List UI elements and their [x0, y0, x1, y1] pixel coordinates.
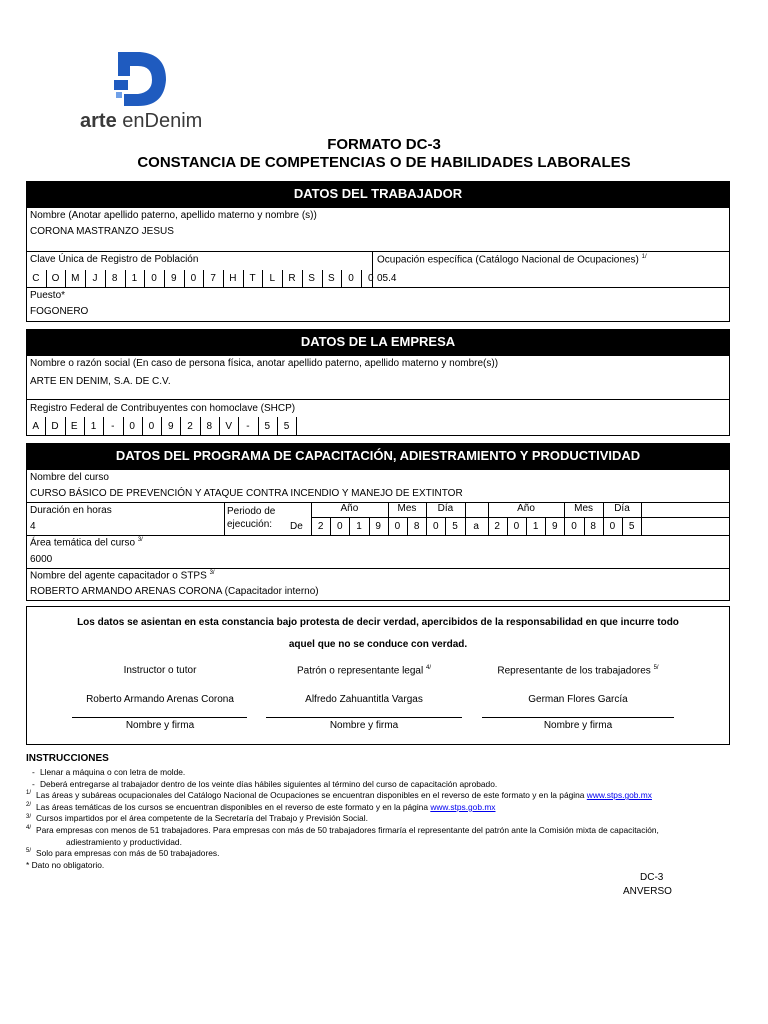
- curp-label: Clave Única de Registro de Población: [30, 254, 199, 265]
- puesto-label: Puesto*: [30, 290, 66, 301]
- rfc-char: -: [246, 421, 250, 432]
- rfc-char: A: [32, 421, 39, 432]
- company-logo: [80, 50, 220, 134]
- inicio-mes-label: Mes: [397, 503, 417, 514]
- inicio-mes-digit: 0: [394, 521, 401, 532]
- instruccion-text: Solo para empresas con más de 50 trabajadores.: [36, 848, 220, 859]
- instruccion-line: [26, 813, 368, 823]
- page-title: CONSTANCIA DE COMPETENCIAS O DE HABILIDADES LABORALES: [137, 154, 631, 171]
- instruccion-line: [26, 848, 219, 858]
- ocupacion-value: 05.4: [377, 273, 397, 284]
- fin-mes-digit: 0: [571, 521, 577, 532]
- fin-anio-digit: 2: [494, 521, 500, 532]
- logo-mark-icon: [110, 50, 170, 108]
- instruccion-text: Deberá entregarse al trabajador dentro de los veinte días hábiles siguientes al término del curso de capacitación aprobado.: [40, 778, 498, 789]
- instruccion-line: [32, 767, 185, 777]
- curp-char: 7: [210, 273, 216, 284]
- curp-char: T: [249, 273, 256, 284]
- inicio-dia-digit: 0: [433, 521, 439, 532]
- instrucciones-title: INSTRUCCIONES: [26, 753, 109, 764]
- curp-char: 9: [170, 273, 177, 284]
- declaracion-line-1: Los datos se asientan en esta constancia bajo protesta de decir verdad, apercibidos de la responsabilidad en que incurre todo: [77, 617, 679, 628]
- rfc-char: 5: [264, 421, 271, 432]
- curso-value: CURSO BÁSICO DE PREVENCIÓN Y ATAQUE CONTRA INCENDIO Y MANEJO DE EXTINTOR: [30, 488, 463, 499]
- footer-code: DC-3: [640, 872, 664, 883]
- inicio-anio-digit: 9: [375, 521, 381, 532]
- rfc-char: D: [51, 421, 59, 432]
- inicio-mes-digit: 8: [413, 521, 420, 532]
- section-header-trabajador: DATOS DEL TRABAJADOR: [26, 181, 730, 207]
- logo-wordmark: arte enDenim: [80, 110, 203, 132]
- curp-char: R: [288, 273, 296, 284]
- nombre-trabajador-label: Nombre (Anotar apellido paterno, apellido materno y nombre (s)): [30, 210, 317, 221]
- razon-social-label: Nombre o razón social (En caso de persona física, anotar apellido paterno, apellido materno y nombre(s)): [30, 358, 499, 369]
- instruccion-marker: 5/: [26, 848, 32, 855]
- patron-name: Alfredo Zahuantitla Vargas: [305, 694, 423, 705]
- instruccion-text: Cursos impartidos por el área competente de la Secretaría del Trabajo y Previsión Social.: [36, 813, 368, 824]
- area-tematica-label: Área temática del curso $^{3/}$: [30, 537, 143, 549]
- section-header-programa: DATOS DEL PROGRAMA DE CAPACITACIÓN, ADIESTRAMIENTO Y PRODUCTIVIDAD: [26, 443, 730, 469]
- curp-char: 0: [190, 273, 197, 284]
- rfc-char: 2: [187, 421, 193, 432]
- agente-label: Nombre del agente capacitador o STPS $^{3/}$: [30, 570, 215, 582]
- curp-char: J: [92, 273, 98, 284]
- razon-social-value: ARTE EN DENIM, S.A. DE C.V.: [30, 376, 171, 387]
- inicio-anio-digit: 0: [337, 521, 343, 532]
- instruccion-line: [26, 860, 104, 870]
- patron-firma-caption: Nombre y firma: [329, 720, 399, 731]
- curp-char: C: [32, 273, 40, 284]
- fin-mes-label: Mes: [574, 503, 594, 514]
- fin-dia-label: Día: [614, 503, 630, 514]
- instructor-signature-line: [72, 717, 247, 718]
- ocupacion-label: Ocupación específica (Catálogo Nacional de Ocupaciones) $^{1/}$: [377, 254, 647, 266]
- instruccion-line: [26, 802, 496, 812]
- format-code: FORMATO DC-3: [327, 136, 441, 153]
- fin-anio-digit: 0: [513, 521, 520, 532]
- instruccion-text: adiestramiento y productividad.: [66, 836, 182, 847]
- rfc-char: 0: [129, 421, 135, 432]
- duracion-label: Duración en horas: [30, 505, 112, 516]
- ejecucion-label: ejecución:: [227, 519, 273, 530]
- patron-signature-line: [266, 717, 462, 718]
- representante-signature-line: [482, 717, 674, 718]
- de-label: De: [290, 521, 303, 532]
- curp-char: O: [51, 273, 60, 284]
- instruccion-text: Las áreas temáticas de los cursos se encuentran disponibles en el reverso de este formato y en la página: [36, 801, 431, 812]
- instructor-role: Instructor o tutor: [123, 665, 197, 676]
- rfc-char: 8: [206, 421, 213, 432]
- declaracion-line-2: aquel que no se conduce con verdad.: [288, 639, 468, 650]
- section-header-empresa: DATOS DE LA EMPRESA: [26, 329, 730, 355]
- instruccion-marker: -: [32, 778, 35, 789]
- rfc-char: 9: [167, 421, 174, 432]
- instruccion-marker: -: [32, 767, 35, 777]
- fin-mes-digit: 8: [590, 521, 596, 532]
- a-label: a: [473, 521, 479, 532]
- fin-dia-digit: 0: [609, 521, 616, 532]
- rfc-label: Registro Federal de Contribuyentes con homoclave (SHCP): [30, 403, 296, 414]
- instruccion-marker: 1/: [26, 790, 32, 797]
- nombre-trabajador-value: CORONA MASTRANZO JESUS: [30, 226, 174, 237]
- curp-char: 0: [348, 273, 354, 284]
- inicio-dia-digit: 5: [452, 521, 458, 532]
- inicio-anio-label: Año: [340, 503, 359, 514]
- instruccion-marker: 2/: [26, 802, 32, 808]
- instructor-name: Roberto Armando Arenas Corona: [86, 694, 234, 705]
- stps-link[interactable]: www.stps.gob.mx: [586, 790, 652, 801]
- instructor-firma-caption: Nombre y firma: [125, 720, 195, 731]
- instruccion-marker: 3/: [26, 813, 32, 820]
- curp-char: 0: [151, 273, 157, 284]
- instruccion-text: Las áreas y subáreas ocupacionales del Catálogo Nacional de Ocupaciones se encuentran disponibles en el reverso de este formato y en la página: [36, 790, 587, 801]
- rfc-char: -: [111, 421, 115, 432]
- instruccion-text: * Dato no obligatorio.: [26, 859, 105, 870]
- fin-anio-label: Año: [517, 503, 535, 514]
- rfc-char: 0: [148, 421, 155, 432]
- curp-char: L: [269, 273, 276, 284]
- fin-anio-digit: 9: [552, 521, 558, 532]
- inicio-anio-digit: 2: [317, 521, 324, 532]
- stps-link[interactable]: www.stps.gob.mx: [430, 801, 496, 812]
- duracion-value: 4: [30, 521, 36, 532]
- instruccion-line: [32, 779, 497, 789]
- rfc-char: 1: [90, 421, 97, 432]
- curp-char: M: [71, 273, 80, 284]
- curso-label: Nombre del curso: [30, 472, 109, 483]
- curp-char: 0: [367, 273, 374, 284]
- fin-dia-digit: 5: [628, 521, 635, 532]
- fin-anio-digit: 1: [532, 521, 539, 532]
- representante-name: German Flores García: [528, 694, 628, 705]
- curp-char: S: [308, 273, 315, 284]
- representante-firma-caption: Nombre y firma: [543, 720, 613, 731]
- instruccion-line: [26, 825, 659, 835]
- rfc-char: E: [70, 421, 78, 432]
- instruccion-text: Para empresas con menos de 51 trabajadores. Para empresas con más de 50 trabajadores firmaría el representante del patrón ante la Comisión mixta de capacitación,: [36, 825, 659, 835]
- instruccion-line: [26, 790, 652, 800]
- curp-char: 1: [131, 273, 138, 284]
- representante-role: Representante de los trabajadores $^{5/}$: [497, 665, 659, 677]
- instruccion-text: Llenar a máquina o con letra de molde.: [40, 767, 186, 777]
- rfc-char: V: [225, 421, 232, 432]
- patron-role: Patrón o representante legal $^{4/}$: [297, 665, 431, 677]
- footer-side: ANVERSO: [623, 886, 672, 897]
- inicio-dia-label: Día: [437, 503, 454, 514]
- periodo-label: Periodo de: [227, 506, 276, 517]
- rfc-char: 5: [283, 421, 290, 432]
- instruccion-line: [66, 837, 182, 847]
- curp-char: S: [328, 273, 335, 284]
- curp-char: H: [229, 273, 237, 284]
- instruccion-marker: 4/: [26, 825, 32, 832]
- puesto-value: FOGONERO: [30, 306, 89, 317]
- inicio-anio-digit: 1: [356, 521, 362, 532]
- agente-value: ROBERTO ARMANDO ARENAS CORONA (Capacitador interno): [30, 586, 319, 597]
- curp-char: 8: [111, 273, 118, 284]
- area-tematica-value: 6000: [30, 554, 53, 565]
